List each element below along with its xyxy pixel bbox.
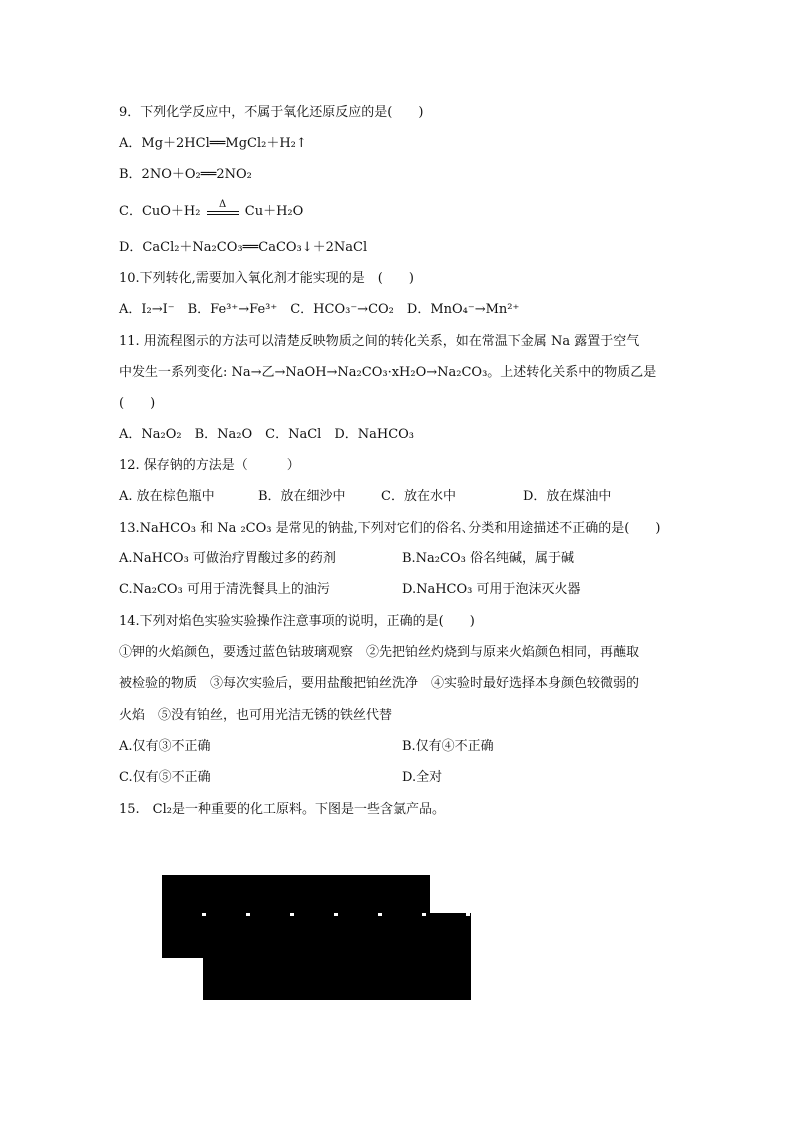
q9-option-a: A．Mg＋2HCl══MgCl₂＋H₂↑ [119, 136, 307, 151]
q12-option-a: A. 放在棕色瓶中 [119, 489, 215, 504]
figure-block-bottom [203, 956, 471, 1000]
q13-stem: 13.NaHCO₃ 和 Na ₂CO₃ 是常见的钠盐,下列对它们的俗名､分类和用途描述不正确的是( ) [119, 521, 661, 536]
q14-statement-line2: 被检验的物质 ③每次实验后，要用盐酸把铂丝洗净 ④实验时最好选择本身颜色较微弱的 [119, 676, 640, 691]
q15-stem: 15. Cl₂是一种重要的化工原料。下图是一些含氯产品。 [119, 802, 445, 817]
q11-stem-line1: 11. 用流程图示的方法可以清楚反映物质之间的转化关系，如在常温下金属 Na 露置于空气 [119, 334, 640, 349]
q14-stem: 14.下列对焰色实验实验操作注意事项的说明，正确的是( ) [119, 614, 475, 629]
q9-option-c-left: C．CuO＋H₂ [119, 204, 201, 219]
q11-stem-line3: ( ) [119, 396, 156, 411]
q12-option-b: B．放在细沙中 [258, 489, 346, 504]
q13-option-a: A.NaHCO₃ 可做治疗胃酸过多的药剂 [119, 551, 336, 566]
q14-option-c: C.仅有⑤不正确 [119, 770, 211, 785]
q12-option-c: C．放在水中 [381, 489, 456, 504]
delta-symbol: Δ [219, 198, 227, 210]
q9-option-c-right: Cu＋H₂O [244, 204, 304, 219]
q10-options: A．I₂→I⁻ B．Fe³⁺→Fe³⁺ C．HCO₃⁻→CO₂ D．MnO₄⁻→Mn²⁺ [119, 302, 520, 317]
q10-stem: 10.下列转化,需要加入氧化剂才能实现的是 ( ) [119, 271, 414, 286]
q14-statement-line1: ①钾的火焰颜色，要透过蓝色钴玻璃观察 ②先把铂丝灼烧到与原来火焰颜色相同，再蘸取 [119, 645, 640, 660]
q14-statement-line3: 火焰 ⑤没有铂丝，也可用光洁无锈的铁丝代替 [119, 708, 393, 723]
q9-option-d: D．CaCl₂＋Na₂CO₃══CaCO₃↓＋2NaCl [119, 240, 368, 255]
figure-divider [162, 913, 471, 916]
q11-stem-line2: 中发生一系列变化: Na→乙→NaOH→Na₂CO₃·xH₂O→Na₂CO₃。上述转化关系中的物质乙是 [119, 365, 657, 380]
q13-option-c: C.Na₂CO₃ 可用于清洗餐具上的油污 [119, 582, 330, 597]
q9-option-c [119, 198, 304, 222]
q9-stem: 9．下列化学反应中，不属于氧化还原反应的是( ) [119, 105, 424, 120]
q14-option-b: B.仅有④不正确 [402, 739, 494, 754]
q13-option-d: D.NaHCO₃ 可用于泡沫灭火器 [402, 582, 581, 597]
q13-option-b: B.Na₂CO₃ 俗名纯碱，属于碱 [402, 551, 574, 566]
q12-option-d: D．放在煤油中 [523, 489, 612, 504]
q14-option-a: A.仅有③不正确 [119, 739, 211, 754]
q11-options: A．Na₂O₂ B．Na₂O C．NaCl D．NaHCO₃ [119, 427, 415, 442]
figure-block-top [162, 875, 430, 913]
figure-block-middle [162, 916, 471, 958]
heat-equals-sign [205, 198, 241, 219]
q9-option-b: B．2NO＋O₂══2NO₂ [119, 167, 252, 182]
q12-stem: 12. 保存钠的方法是（ ） [119, 458, 300, 473]
q14-option-d: D.全对 [402, 770, 443, 785]
